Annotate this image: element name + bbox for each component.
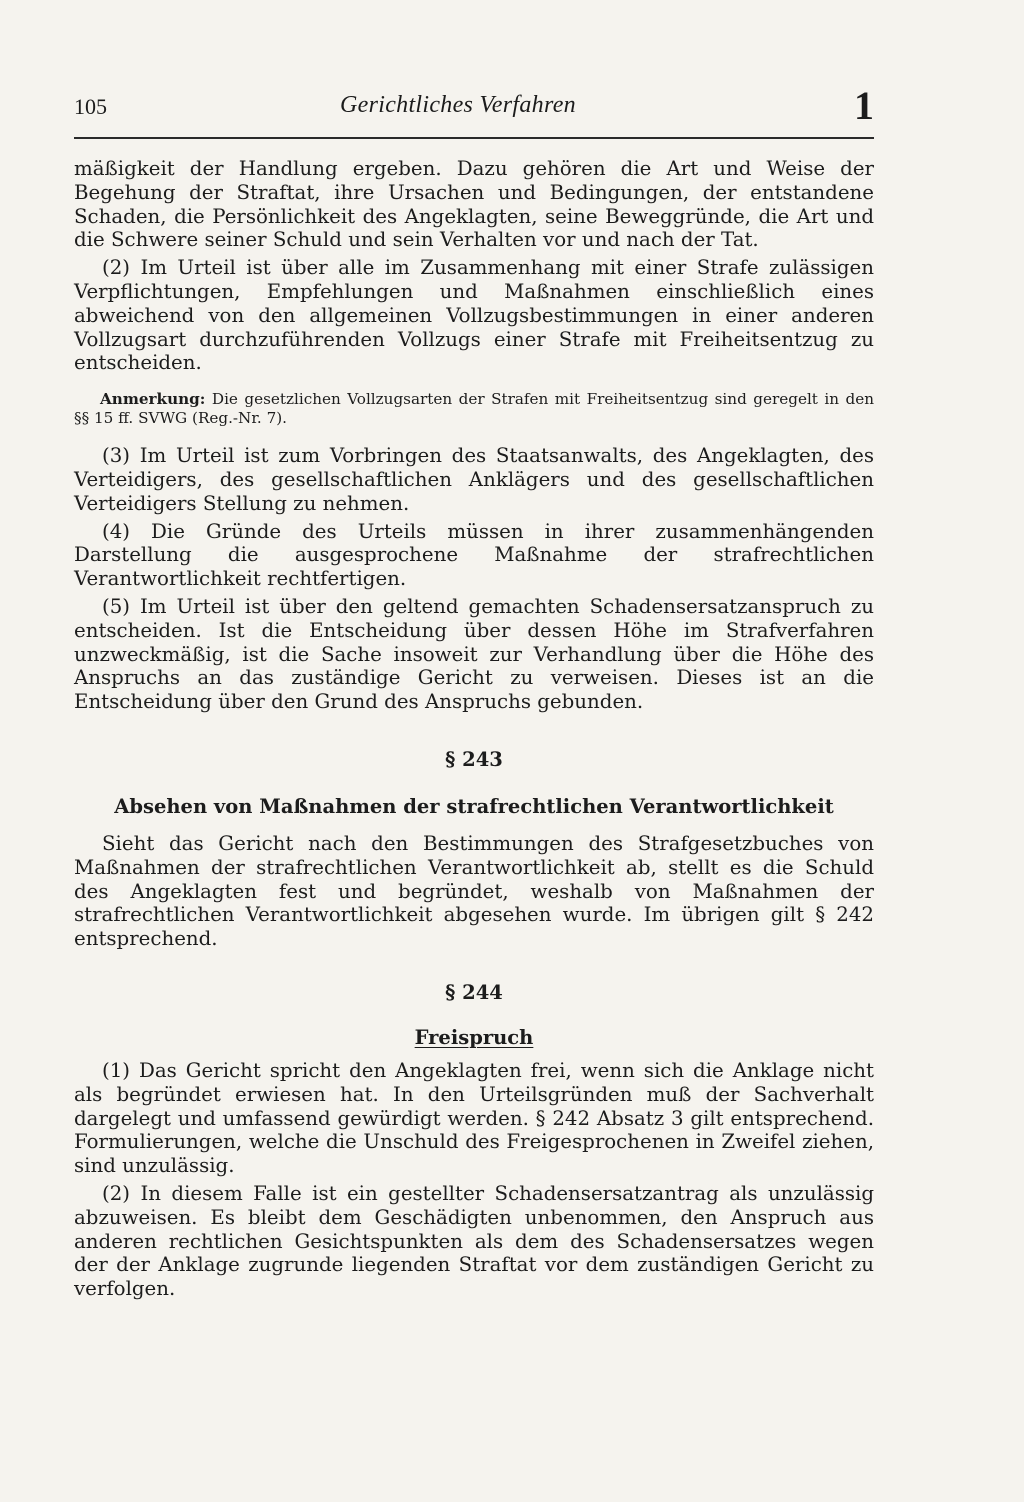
section-244-number: § 244 bbox=[445, 980, 503, 1004]
note-label: Anmerkung: bbox=[100, 390, 206, 409]
paragraph-5: (5) Im Urteil ist über den geltend gemachten Schadensersatzanspruch zu entscheiden. Ist die Entscheidung über dessen Höhe im Strafverfahren unzweckmäßig, ist die Sache insoweit zur Verhandlung über die Höhe des Anspruchs an das zuständige Gericht zu verweisen. Dieses ist an die Entscheidung über den Grund des Anspruchs gebunden. bbox=[74, 594, 874, 714]
note-text: Die gesetzlichen Vollzugsarten der Strafen mit Freiheitsentzug sind geregelt in den §§ 15 ff. SVWG (Reg.-Nr. 7). bbox=[74, 390, 874, 428]
page-body bbox=[74, 157, 874, 1305]
section-244-paragraph-1: (1) Das Gericht spricht den Angeklagten frei, wenn sich die Anklage nicht als begründet erwiesen hat. In den Urteilsgründen muß der Sachverhalt dargelegt und umfassend gewürdigt werden. § 242 Absatz 3 gilt entsprechend. Formulierungen, welche die Unschuld des Freigesprochenen in Zweifel ziehen, sind unzulässig. bbox=[74, 1058, 874, 1178]
running-title: Gerichtliches Verfahren bbox=[340, 92, 576, 118]
paragraph-2: (2) Im Urteil ist über alle im Zusammenhang mit einer Strafe zulässigen Verpflichtungen, Empfehlungen und Maßnahmen einschließlich eines abweichend von den allgemeinen Vollzugsbestimmungen in einer anderen Vollzugsart durchzuführenden Vollzugs einer Strafe mit Freiheitsentzug zu entscheiden. bbox=[74, 256, 874, 375]
paragraph-3: (3) Im Urteil ist zum Vorbringen des Staatsanwalts, des Angeklagten, des Verteidigers, des gesellschaftlichen Anklägers und des gesellschaftlichen Verteidigers Stellung zu nehmen. bbox=[74, 444, 874, 515]
section-244-heading-text: Freispruch bbox=[414, 1025, 534, 1049]
paragraph-continuation: mäßigkeit der Handlung ergeben. Dazu gehören die Art und Weise der Begehung der Straftat, ihre Ursachen und Bedingungen, der entstandene Schaden, die Persönlichkeit des Angeklagten, seine Beweggründe, die Art und die Schwere seiner Schuld und sein Verhalten vor und nach der Tat. bbox=[74, 157, 874, 252]
paragraph-4: (4) Die Gründe des Urteils müssen in ihrer zusammenhängenden Darstellung die ausgesprochene Maßnahme der strafrechtlichen Verantwortlichkeit rechtfertigen. bbox=[74, 519, 874, 591]
section-243-text: Sieht das Gericht nach den Bestimmungen des Strafgesetzbuches von Maßnahmen der strafrechtlichen Verantwortlichkeit ab, stellt es die Schuld des Angeklagten fest und begründet, weshalb von Maßnahmen der strafrechtlichen Verantwortlichkeit abgesehen wurde. Im übrigen gilt § 242 entsprechend. bbox=[74, 831, 874, 951]
section-244-heading bbox=[74, 1026, 874, 1049]
header-rule bbox=[74, 137, 874, 139]
page-number: 105 bbox=[74, 94, 107, 119]
section-244-paragraph-2: (2) In diesem Falle ist ein gestellter Schadensersatzantrag als unzulässig abzuweisen. Es bleibt dem Geschädigten unbenommen, den Anspruch aus anderen rechtlichen Gesichtspunkten als dem des Schadensersatzes wegen der der Anklage zugrunde liegenden Straftat vor dem zuständigen Gericht zu verfolgen. bbox=[74, 1181, 874, 1301]
section-243-heading: Absehen von Maßnahmen der strafrechtlichen Verantwortlichkeit bbox=[114, 794, 834, 818]
chapter-number: 1 bbox=[854, 83, 874, 128]
annotation-note bbox=[74, 390, 874, 428]
page-header bbox=[74, 83, 874, 128]
section-243-number: § 243 bbox=[445, 747, 503, 771]
